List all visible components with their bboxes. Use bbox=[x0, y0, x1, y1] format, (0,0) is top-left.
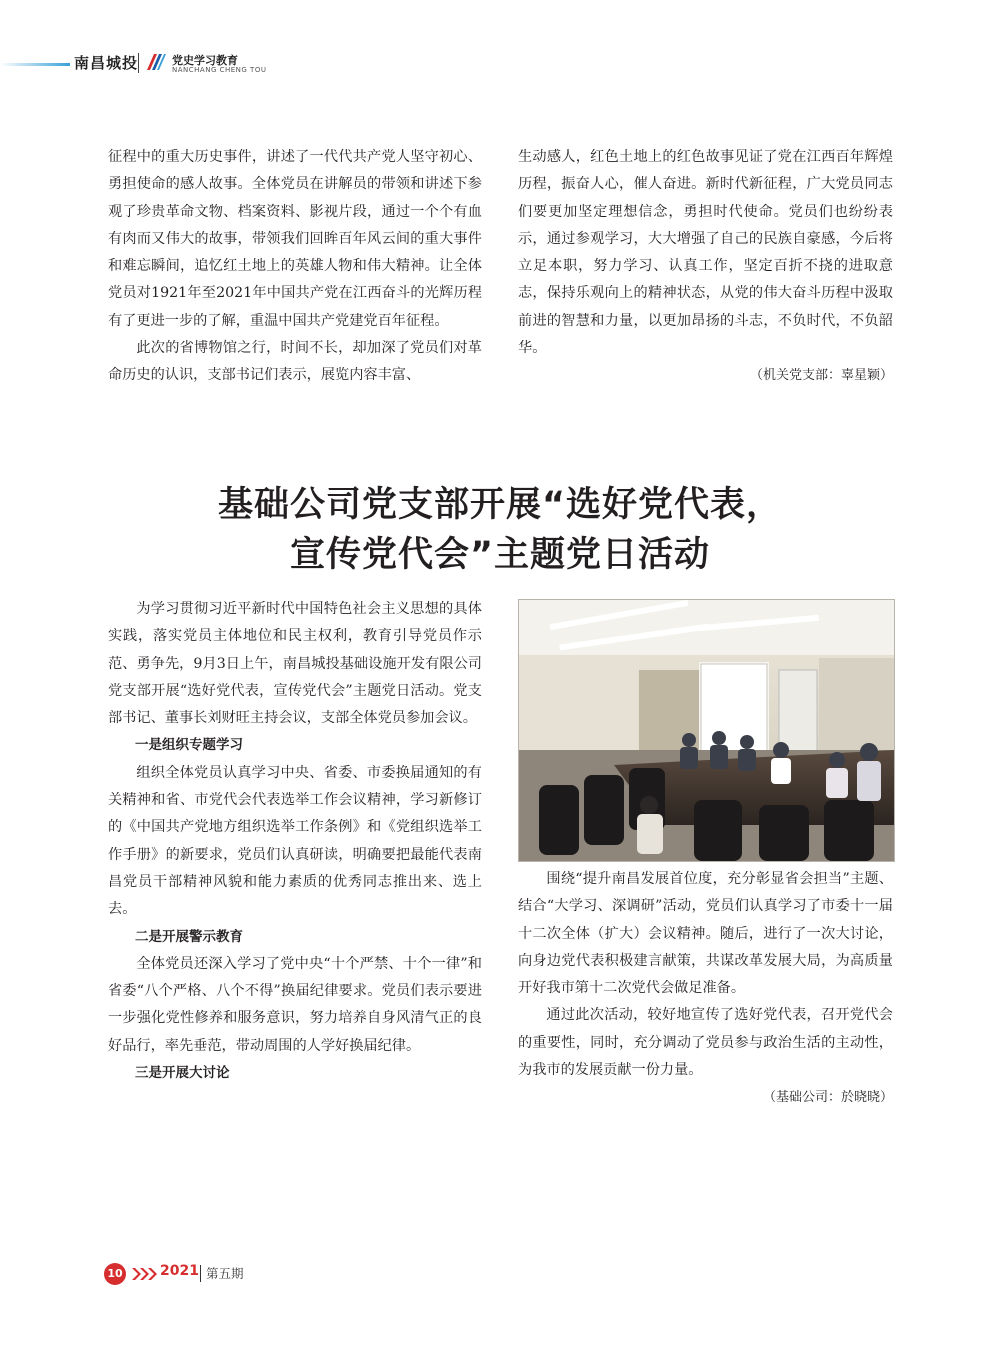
article2-title-line1: 基础公司党支部开展“选好党代表， bbox=[217, 485, 782, 525]
article1-paragraph: 生动感人，红色土地上的红色故事见证了党在江西百年辉煌历程，振奋人心，催人奋进。新时代新征程，广大党员同志们要更加坚定理想信念，勇担时代使命。党员们也纷纷表示，通过参观学习，大大增强了自己的民族自豪感，今后将立足本职，努力学习、认真工作，坚定百折不挠的进取意志，保持乐观向上的精神状态，从党的伟大奋斗历程中汲取前进的智慧和力量，以更加昂扬的斗志，不负时代，不负韶华。 bbox=[518, 149, 893, 357]
footer-divider bbox=[200, 1265, 201, 1282]
article1-paragraph: 此次的省博物馆之行，时间不长，却加深了党员们对革命历史的认识，支部书记们表示，展览内容丰富、 bbox=[108, 340, 482, 384]
section1-heading: 一是组织专题学习 bbox=[135, 737, 243, 754]
header-accent-line bbox=[0, 63, 70, 66]
article2-intro: 为学习贯彻习近平新时代中国特色社会主义思想的具体实践，落实党员主体地位和民主权利，教育引导党员作示范、勇争先，9月3日上午，南昌城投基础设施开发有限公司党支部开展“选好党代表，宣传党代会”主题党日活动。党支部书记、董事长刘财旺主持会议，支部全体党员参加会议。 bbox=[108, 601, 482, 727]
article1-right-column bbox=[518, 144, 893, 390]
footer-issue: 第五期 bbox=[206, 1266, 244, 1281]
section2-text: 全体党员还深入学习了党中央“十个严禁、十个一律”和省委“八个严格、八个不得”换届纪律要求。党员们表示要进一步强化党性修养和服务意识，努力培养自身风清气正的良好品行，率先垂范，带动周围的人学好换届纪律。 bbox=[108, 955, 482, 1054]
article2-conclusion: 通过此次活动，较好地宣传了选好党代表，召开党代会的重要性，同时，充分调动了党员参与政治生活的主动性，为我市的发展贡献一份力量。 bbox=[518, 1007, 893, 1079]
header-column-en: NANCHANG CHENG TOU bbox=[172, 66, 267, 74]
article2-left-column bbox=[108, 596, 482, 1087]
article1-left-column bbox=[108, 144, 482, 390]
chevrons-icon bbox=[131, 1265, 157, 1283]
page-number: 10 bbox=[104, 1263, 126, 1285]
article1-paragraph: 征程中的重大历史事件，讲述了一代代共产党人坚守初心、勇担使命的感人故事。全体党员在讲解员的带领和讲述下参观了珍贵革命文物、档案资料、影视片段，通过一个个有血有肉而又伟大的故事，带领我们回眸百年风云间的重大事件和难忘瞬间，追忆红土地上的英雄人物和伟大精神。让全体党员对1921年至2021年中国共产党在江西奋斗的光辉历程有了更进一步的了解，重温中国共产党建党百年征程。 bbox=[108, 149, 482, 329]
section3-heading: 三是开展大讨论 bbox=[135, 1065, 230, 1082]
section3-text: 围绕“提升南昌发展首位度，充分彰显省会担当”主题、结合“大学习、深调研”活动，党员们认真学习了市委十一届十二次全体（扩大）会议精神。随后，进行了一次大讨论，向身边党代表积极建言献策，共谋改革发展大局，为高质量开好我市第十二次党代会做足准备。 bbox=[518, 871, 893, 997]
article2-title-line2: 宣传党代会”主题党日活动 bbox=[289, 535, 710, 575]
section1-text: 组织全体党员认真学习中央、省委、市委换届通知的有关精神和省、市党代会代表选举工作会议精神，学习新修订的《中国共产党地方组织选举工作条例》和《党组织选举工作手册》的新要求，党员们认真研读，明确要把最能代表南昌党员干部精神风貌和能力素质的优秀同志推出来、选上去。 bbox=[108, 764, 482, 918]
meeting-photo bbox=[518, 599, 895, 862]
header-divider bbox=[138, 53, 139, 73]
article2-right-column bbox=[518, 866, 893, 1112]
header-brand: 南昌城投 bbox=[74, 54, 139, 72]
section2-heading: 二是开展警示教育 bbox=[135, 928, 243, 945]
header-column-name: 党史学习教育 bbox=[172, 54, 238, 67]
company-logo-icon bbox=[145, 51, 167, 73]
article2-title bbox=[0, 480, 1000, 580]
article2-signature: （基础公司：於晓晓） bbox=[762, 1090, 893, 1106]
footer-year: 2021 bbox=[160, 1263, 199, 1279]
article1-signature: （机关党支部：辜星颖） bbox=[749, 368, 893, 384]
